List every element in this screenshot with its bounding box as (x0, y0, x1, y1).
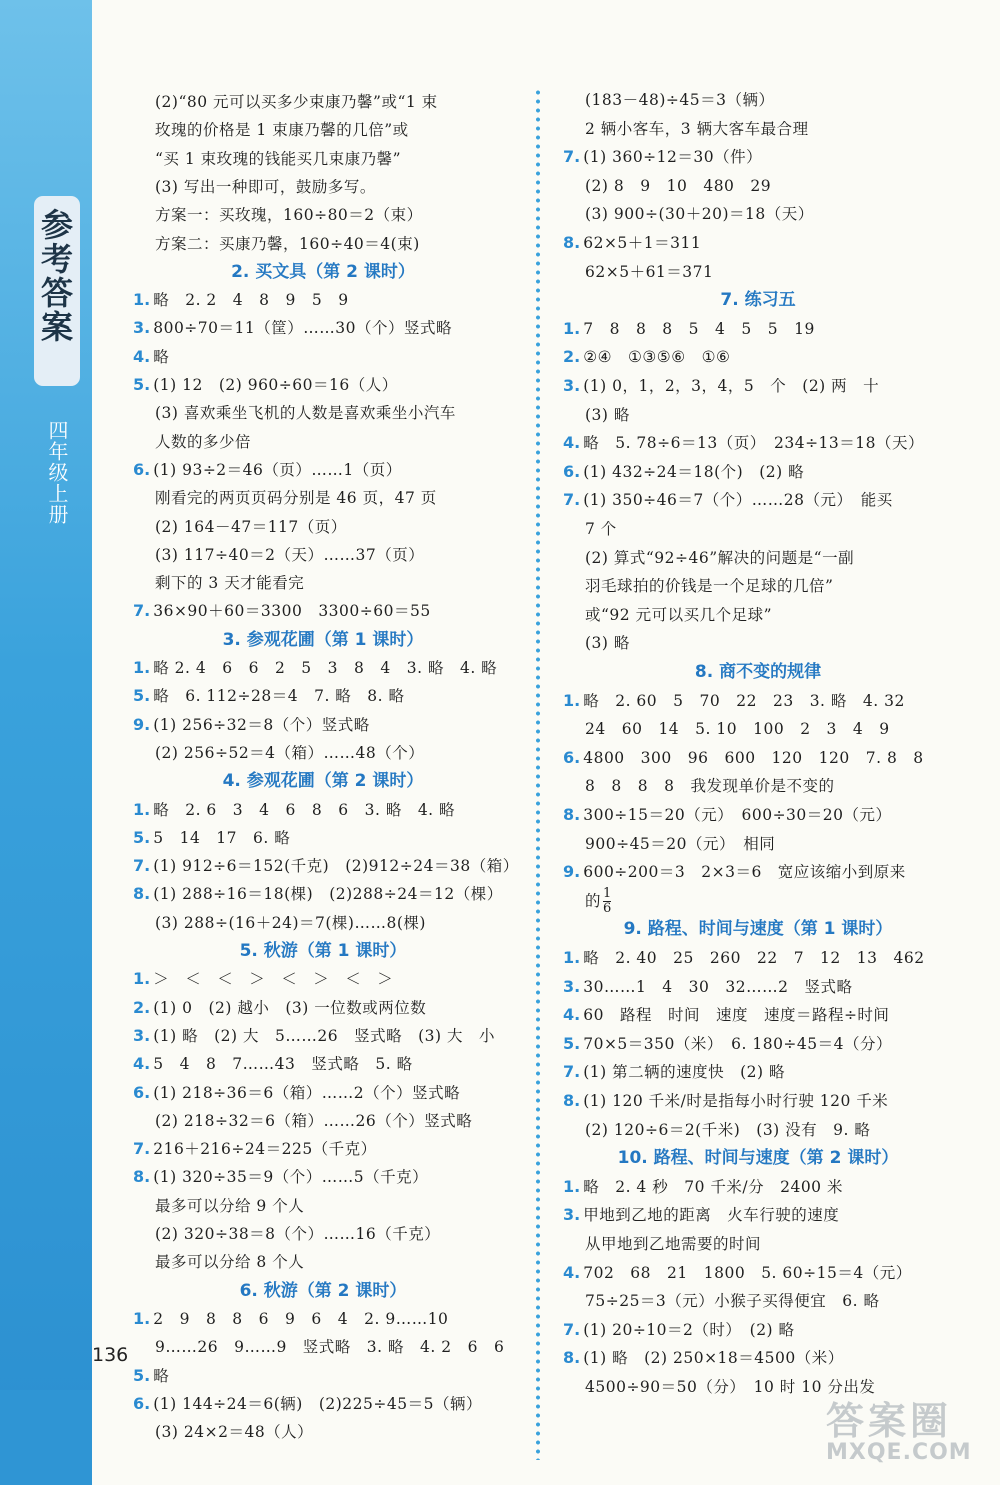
answer-text: (1) 第二辆的速度快 (2) 略 (583, 1063, 785, 1082)
answer-text: 最多可以分给 8 个人 (155, 1253, 305, 1272)
section-heading: 10. 路程、时间与速度（第 2 课时） (617, 1148, 899, 1169)
answer-line (585, 1230, 761, 1258)
answer-line (133, 314, 452, 342)
answer-text: 4500÷90＝50（分） 10 时 10 分出发 (585, 1378, 876, 1396)
answer-text: (1) 120 千米/时是指每小时行驶 120 千米 (583, 1092, 889, 1110)
fraction (603, 887, 611, 916)
section-heading: 4. 参观花圃（第 2 课时） (222, 771, 424, 792)
answer-line (563, 343, 730, 371)
watermark-logo: 答案圈 (826, 1399, 953, 1443)
answer-line (133, 1390, 482, 1418)
answer-text: 最多可以分给 9 个人 (155, 1196, 305, 1215)
answer-text: 或“92 元可以买几个足球” (585, 605, 772, 624)
answer-text: 75÷25＝3（元）小猴子买得便宜 6. 略 (585, 1292, 880, 1311)
answer-line (585, 115, 809, 143)
answer-line (585, 401, 630, 429)
answer-text: 30……1 4 30 32……2 竖式略 (583, 977, 853, 996)
question-number: 6. (133, 1082, 151, 1102)
answer-line (563, 944, 925, 972)
answer-line (133, 994, 426, 1022)
answer-text: 甲地到乙地的距离 火车行驶的速度 (583, 1206, 840, 1225)
answer-text: (2) 8 9 10 480 29 (585, 176, 772, 195)
question-number: 7. (133, 601, 151, 621)
answer-line (585, 772, 834, 800)
answer-line (585, 830, 775, 858)
answer-text: (3) 略 (585, 634, 630, 653)
question-number: 3. (563, 1205, 581, 1225)
answer-line (563, 973, 852, 1001)
answer-text: 62×5＋1＝311 (583, 234, 702, 252)
question-number: 2. (563, 347, 581, 367)
answer-text: 300÷15＝20（元） 600÷30＝20（元） (583, 806, 892, 824)
question-number: 5. (133, 1365, 151, 1385)
answer-line (563, 429, 924, 457)
answer-text: (3) 略 (585, 405, 630, 424)
answer-line (563, 229, 701, 257)
answer-line (563, 1259, 912, 1287)
question-number: 1. (563, 318, 581, 338)
answer-line (155, 1220, 440, 1248)
answer-text: 7 个 (585, 520, 617, 538)
section-heading: 3. 参观花圃（第 1 课时） (222, 629, 424, 650)
answer-line (563, 1173, 843, 1201)
answer-text: 略 6. 112÷28＝4 7. 略 8. 略 (153, 687, 405, 706)
answer-text: (1) 0，1，2，3，4，5 个 (2) 两 十 (583, 377, 880, 395)
answer-text: (2)“80 元可以买多少束康乃馨”或“1 束 (155, 93, 438, 111)
answer-line (585, 258, 713, 286)
answer-text: (1) 360÷12＝30（件） (583, 148, 763, 167)
answer-line (133, 965, 393, 993)
answer-text: (2) 256÷52＝4（箱）……48（个） (155, 743, 425, 762)
answer-line (585, 715, 890, 743)
answer-line (133, 711, 370, 739)
question-number: 1. (563, 690, 581, 710)
question-number: 7. (563, 1319, 581, 1339)
question-number: 1. (133, 1308, 151, 1328)
answer-text: “买 1 束玫瑰的钱能买几束康乃馨” (155, 149, 402, 168)
answer-text: 略 5. 78÷6＝13（页） 234÷13＝18（天） (583, 434, 924, 453)
answer-line (563, 1001, 889, 1029)
question-number: 4. (563, 1262, 581, 1282)
question-number: 1. (133, 799, 151, 819)
answer-line (155, 88, 438, 116)
answer-line (563, 486, 893, 514)
section-heading: 5. 秋游（第 1 课时） (239, 941, 407, 961)
sidebar-subtitle: 四年级上册 (45, 420, 69, 525)
answer-text: (3) 24×2＝48（人） (155, 1423, 314, 1442)
answer-line (563, 858, 906, 886)
answer-text: (1) 350÷46＝7（个）……28（元） 能买 (583, 491, 893, 510)
question-number: 5. (133, 686, 151, 706)
answer-text: 600÷200＝3 2×3＝6 宽应该缩小到原来 (583, 863, 906, 882)
answer-line (133, 1022, 495, 1050)
answer-line (133, 1050, 413, 1078)
answer-text: (1) 20÷10＝2（时） (2) 略 (583, 1320, 795, 1339)
answer-text: 60 路程 时间 速度 速度＝路程÷时间 (583, 1006, 890, 1025)
answer-text: 8 8 8 8 我发现单价是不变的 (585, 777, 835, 796)
answer-line (585, 515, 617, 543)
answer-line (133, 343, 169, 371)
answer-line (585, 86, 774, 114)
answer-line (585, 544, 854, 572)
answer-line (155, 569, 304, 597)
answer-line (155, 1248, 304, 1276)
question-number: 4. (563, 433, 581, 453)
answer-line (155, 145, 401, 173)
answer-line (155, 428, 251, 456)
question-number: 8. (563, 233, 581, 252)
answer-line (585, 601, 772, 629)
answer-text: ②④ ①③⑤⑥ ①⑥ (583, 348, 731, 367)
answer-line (133, 796, 455, 824)
answer-text: (2) 算式“92÷46”解决的问题是“一副 (585, 548, 855, 567)
answer-text: 2 9 8 8 6 9 6 4 2. 9……10 (153, 1309, 449, 1328)
answer-line (133, 852, 519, 880)
question-number: 7. (563, 490, 581, 510)
answer-text: (1) 218÷36＝6（箱）……2（个）竖式略 (153, 1083, 461, 1102)
answer-text: 800÷70＝11（筐）……30（个）竖式略 (153, 319, 452, 338)
answer-line (133, 682, 405, 710)
answer-text: (1) 432÷24＝18(个) (2) 略 (583, 462, 805, 481)
question-number: 5. (563, 1033, 581, 1053)
answer-text: (1) 93÷2＝46（页）……1（页） (153, 460, 402, 479)
question-number: 6. (133, 459, 151, 479)
question-number: 5. (133, 375, 151, 394)
answer-line (133, 1305, 448, 1333)
question-number: 6. (133, 1393, 151, 1413)
column-separator (535, 88, 541, 1460)
question-number: 2. (133, 997, 151, 1017)
answer-text: 略 2. 6 3 4 6 8 6 3. 略 4. 略 (153, 800, 456, 819)
answer-text: 5 14 17 6. 略 (153, 828, 291, 847)
answer-line (585, 1116, 870, 1144)
answer-line (563, 744, 924, 772)
answer-text: 4800 300 96 600 120 120 7. 8 8 (583, 748, 924, 767)
answer-line (563, 1058, 785, 1086)
question-number: 7. (133, 856, 151, 876)
answer-line (155, 201, 423, 229)
answer-line (155, 909, 426, 937)
answer-text: (2) 120÷6＝2(千米) (3) 没有 9. 略 (585, 1120, 871, 1139)
answer-line (133, 597, 431, 625)
answer-text: 2 辆小客车，3 辆大客车最合理 (585, 119, 809, 138)
answer-text: 方案二：买康乃馨，160÷40＝4(束) (155, 234, 420, 253)
answer-line (563, 143, 762, 171)
question-number: 1. (133, 969, 151, 989)
question-number: 6. (563, 747, 581, 767)
answer-line (155, 739, 424, 767)
answer-text: 略 (153, 1366, 170, 1385)
answer-line (133, 824, 290, 852)
answer-text: 略 2. 2 4 8 9 5 9 (153, 291, 349, 310)
answer-text: 略 2. 60 5 70 22 23 3. 略 4. 32 (583, 691, 905, 710)
answer-line (155, 513, 347, 541)
answer-line (585, 200, 814, 228)
answer-line (155, 230, 420, 258)
answer-text: 略 2. 4 秒 70 千米/分 2400 米 (583, 1177, 843, 1196)
answer-line (563, 315, 815, 343)
answer-text: (1) 略 (2) 250×18＝4500（米） (583, 1349, 844, 1368)
answer-text: 玫瑰的价格是 1 束康乃馨的几倍”或 (155, 121, 409, 140)
question-number: 8. (563, 1091, 581, 1110)
question-number: 8. (563, 1348, 581, 1368)
answer-line (133, 286, 349, 314)
question-number: 7. (563, 1062, 581, 1082)
answer-text: (1) 略 (2) 大 5……26 竖式略 (3) 大 小 (153, 1026, 495, 1045)
question-number: 9. (133, 714, 151, 734)
answer-text: 216＋216÷24＝225（千克） (153, 1140, 377, 1159)
answer-line (585, 172, 771, 200)
question-number: 7. (563, 147, 581, 167)
answer-text: 羽毛球拍的价钱是一个足球的几倍” (585, 577, 834, 596)
answer-line (563, 1030, 892, 1058)
watermark-url: MXQE.COM (826, 1440, 972, 1465)
answer-text: 9……26 9……9 竖式略 3. 略 4. 2 6 6 (155, 1338, 505, 1357)
answer-text: 刚看完的两页页码分别是 46 页，47 页 (155, 489, 437, 508)
question-number: 1. (563, 948, 581, 967)
answer-line (133, 654, 497, 682)
answer-text: 从甲地到乙地需要的时间 (585, 1235, 762, 1253)
answer-text: (3) 900÷(30＋20)＝18（天） (585, 205, 814, 224)
question-number: 4. (133, 346, 151, 366)
section-heading: 2. 买文具（第 2 课时） (231, 261, 415, 282)
answer-text: (2) 218÷32＝6（箱）……26（个）竖式略 (155, 1111, 473, 1130)
answer-text: 略 (153, 347, 170, 366)
answer-line (133, 456, 402, 484)
question-number: 6. (563, 461, 581, 481)
watermark (826, 1390, 986, 1478)
answer-line (133, 371, 398, 399)
page-number: 136 (92, 1344, 129, 1366)
answer-line (155, 1107, 472, 1135)
sidebar-title: 参考答案 (36, 208, 74, 344)
answer-line (155, 541, 424, 569)
answer-line (563, 458, 804, 486)
answer-text: (1) 12 (2) 960÷60＝16（人） (153, 376, 398, 394)
answer-text: (1) 912÷6＝152(千克) (2)912÷24＝38（箱） (153, 857, 519, 876)
question-number: 1. (133, 290, 151, 310)
question-number: 7. (133, 1139, 151, 1159)
answer-line (155, 484, 437, 512)
question-number: 3. (133, 318, 151, 338)
question-number: 5. (133, 827, 151, 847)
section-heading: 9. 路程、时间与速度（第 1 课时） (623, 919, 893, 940)
answer-line (155, 1418, 313, 1446)
question-number: 3. (563, 376, 581, 395)
answer-text: 7 8 8 8 5 4 5 5 19 (583, 319, 815, 338)
answer-text: 略 2. 4 6 6 2 5 3 8 4 3. 略 4. 略 (153, 659, 498, 677)
answer-text: (1) 256÷32＝8（个）竖式略 (153, 715, 370, 734)
answer-text: (1) 320÷35＝9（个）……5（千克） (153, 1168, 429, 1187)
answer-text: (3) 288÷(16＋24)＝7(棵)……8(棵) (155, 913, 426, 932)
answer-text: (3) 117÷40＝2（天）……37（页） (155, 545, 425, 564)
question-number: 8. (133, 1167, 151, 1187)
answer-text: (1) 288÷16＝18(棵) (2)288÷24＝12（棵） (153, 885, 503, 904)
question-number: 8. (563, 805, 581, 824)
answer-line (585, 1287, 880, 1315)
answer-line (585, 629, 630, 657)
answer-line (133, 1362, 169, 1390)
question-number: 1. (133, 658, 151, 677)
answer-text: 62×5＋61＝371 (585, 262, 714, 281)
answer-text: 24 60 14 5. 10 100 2 3 4 9 (585, 720, 890, 739)
fraction-numerator: 1 (603, 886, 612, 902)
answer-text: 702 68 21 1800 5. 60÷15＝4（元） (583, 1263, 912, 1282)
question-number: 4. (133, 1054, 151, 1074)
answer-line (133, 1163, 428, 1191)
answer-line (563, 1201, 839, 1229)
answer-line (133, 1079, 460, 1107)
question-number: 1. (563, 1176, 581, 1196)
answer-line (563, 687, 905, 715)
question-number: 3. (133, 1025, 151, 1045)
answer-text: (2) 320÷38＝8（个）……16（千克） (155, 1225, 441, 1243)
answer-line (563, 801, 892, 829)
answer-text: 略 2. 40 25 260 22 7 12 13 462 (583, 949, 925, 967)
answer-text: (183－48)÷45＝3（辆） (585, 91, 775, 109)
answer-line (133, 880, 503, 908)
sidebar-footer-strip (0, 1390, 92, 1485)
answer-text: (1) 144÷24＝6(辆) (2)225÷45＝5（辆） (153, 1394, 482, 1413)
question-number: 8. (133, 884, 151, 904)
answer-text: (2) 164－47＝117（页） (155, 517, 347, 536)
answer-text: 900÷45＝20（元） 相同 (585, 834, 776, 853)
answer-text: (3) 喜欢乘坐飞机的人数是喜欢乘坐小汽车 (155, 404, 456, 423)
answer-line (563, 1344, 844, 1372)
section-heading: 7. 练习五 (720, 290, 796, 311)
answer-line (585, 887, 611, 915)
answer-text: 36×90＋60＝3300 3300÷60＝55 (153, 602, 431, 621)
answer-text: 方案一：买玫瑰，160÷80＝2（束） (155, 206, 423, 225)
answer-text: 剩下的 3 天才能看完 (155, 574, 305, 593)
answer-line (155, 116, 409, 144)
answer-line (155, 173, 376, 201)
section-heading: 6. 秋游（第 2 课时） (239, 1280, 407, 1301)
question-number: 4. (563, 1005, 581, 1025)
answer-text: 70×5＝350（米） 6. 180÷45＝4（分） (583, 1034, 892, 1053)
answer-text: ＞ ＜ ＜ ＞ ＜ ＞ ＜ ＞ (153, 970, 394, 989)
answer-line (155, 399, 456, 427)
answer-text: (1) 0 (2) 越小 (3) 一位数或两位数 (153, 998, 427, 1017)
question-number: 9. (563, 862, 581, 882)
answer-text: 的 (585, 891, 602, 910)
question-number: 3. (563, 976, 581, 996)
answer-line (155, 1333, 504, 1361)
answer-line (563, 372, 879, 400)
answer-text: 5 4 8 7……43 竖式略 5. 略 (153, 1055, 413, 1074)
answer-line (155, 1192, 304, 1220)
answer-text: (3) 写出一种即可，鼓励多写。 (155, 177, 376, 196)
section-heading: 8. 商不变的规律 (694, 662, 822, 682)
answer-line (585, 572, 833, 600)
answer-line (133, 1135, 377, 1163)
answer-line (563, 1316, 795, 1344)
answer-text: 人数的多少倍 (155, 432, 252, 451)
answer-line (563, 1087, 888, 1115)
fraction-denominator: 6 (603, 901, 612, 917)
